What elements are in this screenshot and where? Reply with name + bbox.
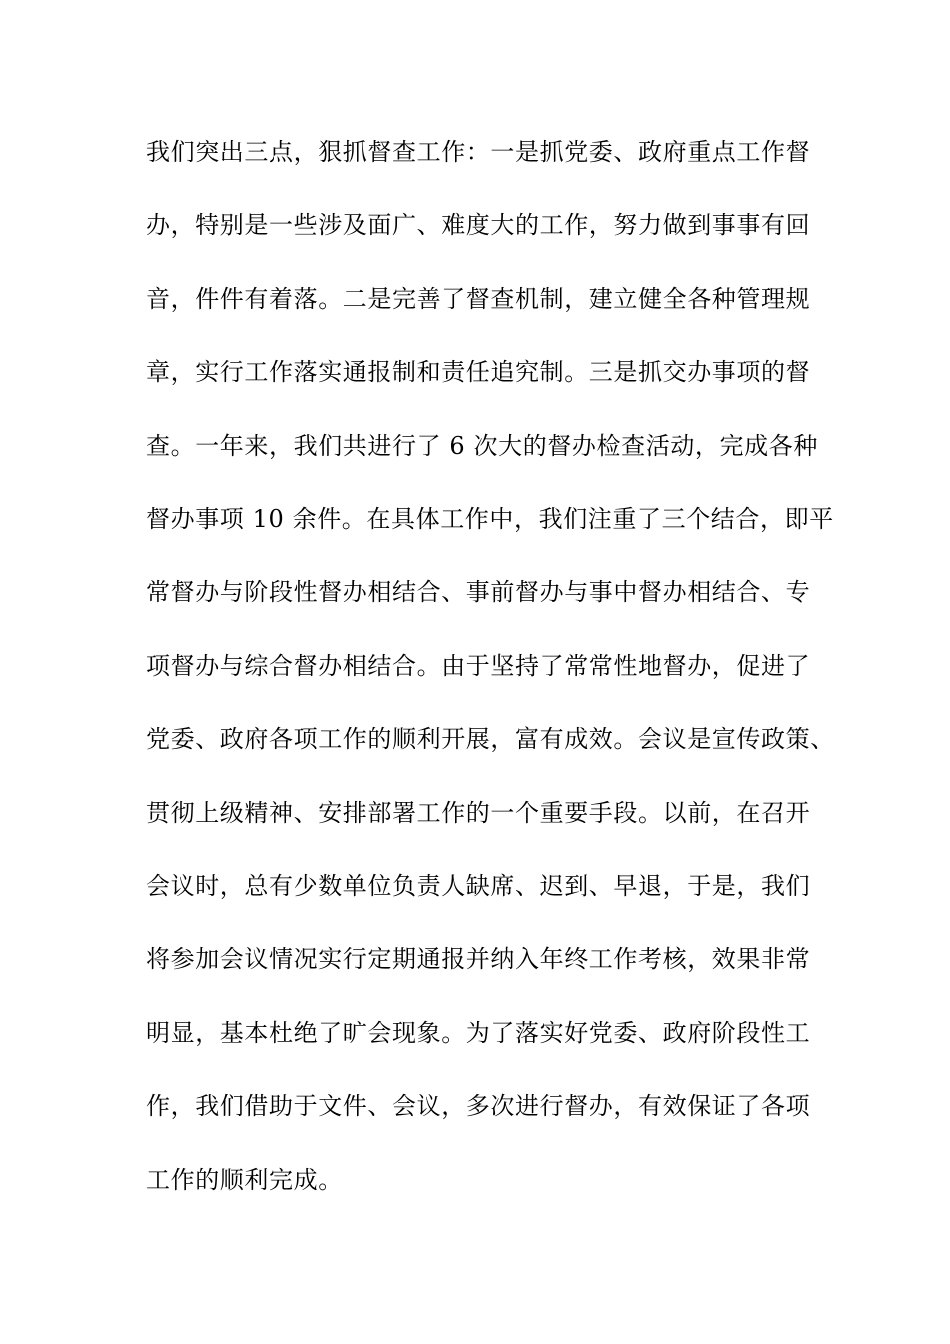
text-line: 明显，基本杜绝了旷会现象。为了落实好党委、政府阶段性工 bbox=[146, 1018, 811, 1047]
text-line: 工作的顺利完成。 bbox=[146, 1165, 343, 1194]
text-line: 我们突出三点，狠抓督查工作：一是抓党委、政府重点工作督 bbox=[146, 138, 811, 166]
text-line: 贯彻上级精神、安排部署工作的一个重要手段。以前，在召开 bbox=[146, 798, 811, 827]
text-line: 查。一年来，我们共进行了 6 次大的督办检查活动，完成各种 bbox=[146, 431, 818, 460]
text-line: 常督办与阶段性督办相结合、事前督办与事中督办相结合、专 bbox=[146, 578, 811, 607]
text-line: 项督办与综合督办相结合。由于坚持了常常性地督办，促进了 bbox=[146, 651, 811, 680]
text-line: 办，特别是一些涉及面广、难度大的工作，努力做到事事有回 bbox=[146, 211, 811, 240]
text-line: 音，件件有着落。二是完善了督查机制，建立健全各种管理规 bbox=[146, 284, 811, 313]
text-line: 将参加会议情况实行定期通报并纳入年终工作考核，效果非常 bbox=[146, 945, 811, 974]
text-line: 作，我们借助于文件、会议，多次进行督办，有效保证了各项 bbox=[146, 1092, 811, 1121]
text-line: 章，实行工作落实通报制和责任追究制。三是抓交办事项的督 bbox=[146, 358, 811, 387]
text-line: 会议时，总有少数单位负责人缺席、迟到、早退，于是，我们 bbox=[146, 872, 811, 900]
text-line: 党委、政府各项工作的顺利开展，富有成效。会议是宣传政策、 bbox=[146, 725, 835, 754]
text-line: 督办事项 10 余件。在具体工作中，我们注重了三个结合，即平 bbox=[146, 505, 834, 533]
